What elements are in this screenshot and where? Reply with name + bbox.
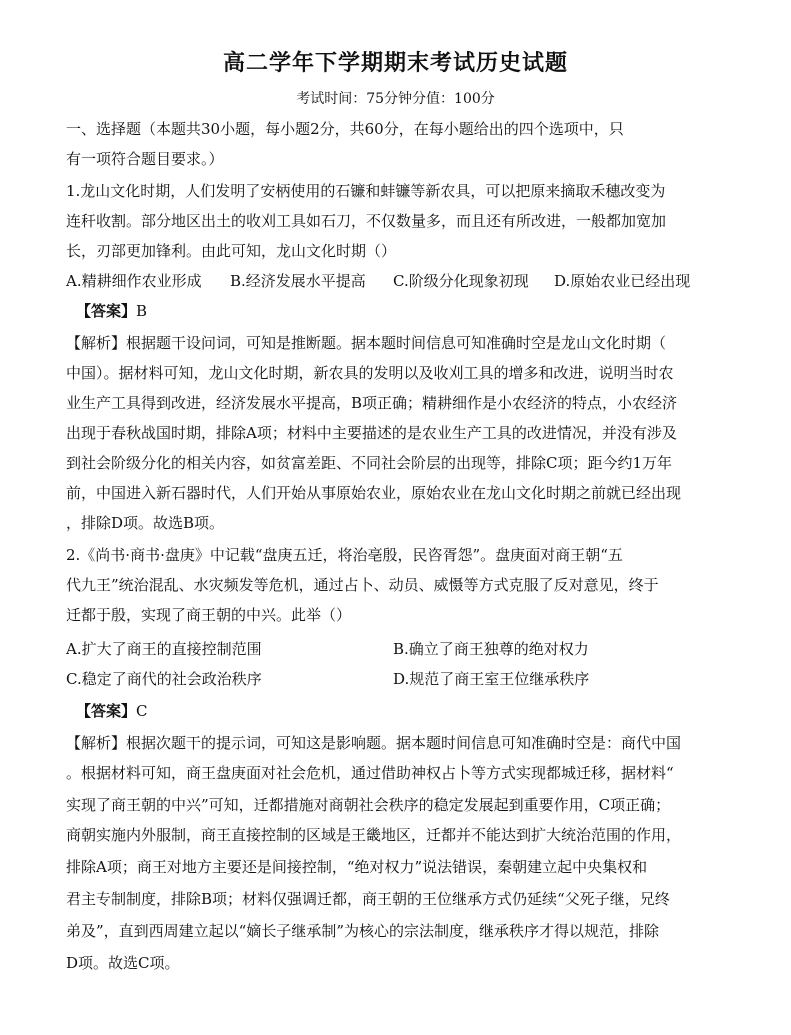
q2-option-b: B.确立了商王独尊的绝对权力 <box>393 640 589 658</box>
q1-option-b: B.经济发展水平提高 <box>230 272 366 290</box>
q1-analysis-line: 业生产工具得到改进，经济发展水平提高，B项正确；精耕细作是小农经济的特点，小农经济 <box>66 394 678 412</box>
question-2-line: 迁都于殷，实现了商王朝的中兴。此举（） <box>66 606 352 624</box>
q2-analysis-line: 。根据材料可知，商王盘庚面对社会危机，通过借助神权占卜等方式实现都城迁移，据材料“ <box>66 764 674 782</box>
q2-analysis-line: 弟及”，直到西周建立起以“嫡长子继承制”为核心的宗法制度，继承秩序才得以规范，排除 <box>66 922 660 940</box>
question-1-line: 1.龙山文化时期，人们发明了安柄使用的石镰和蚌镰等新农具，可以把原来摘取禾穗改变为 <box>66 182 666 200</box>
q2-analysis-line: D项。故选C项。 <box>66 954 180 972</box>
question-2-line: 2.《尚书·商书·盘庚》中记载“盘庚五迁，将治亳殷，民咨胥怨”。盘庚面对商王朝“五 <box>66 546 623 564</box>
section-heading-line: 一、选择题（本题共30小题，每小题2分，共60分，在每小题给出的四个选项中，只 <box>66 120 624 138</box>
q1-answer <box>76 301 736 321</box>
answer-value: B <box>136 302 148 320</box>
q2-analysis-line: 排除A项；商王对地方主要还是间接控制，“绝对权力”说法错误，秦朝建立起中央集权和 <box>66 858 648 876</box>
answer-label: 【答案】 <box>76 702 137 720</box>
q1-analysis-line: 中国）。据材料可知，龙山文化时期，新农具的发明以及收刈工具的增多和改进，说明当时农 <box>66 364 674 382</box>
q2-option-c: C.稳定了商代的社会政治秩序 <box>66 670 262 688</box>
q2-analysis-line: 【解析】根据次题干的提示词，可知这是影响题。据本题时间信息可知准确时空是：商代中国 <box>66 734 682 752</box>
exam-info: 考试时间：75分钟分值：100分 <box>296 91 495 107</box>
q2-option-a: A.扩大了商王的直接控制范围 <box>66 640 262 658</box>
q1-analysis-line: ，排除D项。故选B项。 <box>66 514 225 532</box>
q2-analysis-line: 商朝实施内外服制，商王直接控制的区域是王畿地区，迁都并不能达到扩大统治范围的作用， <box>66 826 682 844</box>
question-1-line: 长，刃部更加锋利。由此可知，龙山文化时期（） <box>66 242 397 260</box>
q1-option-a: A.精耕细作农业形成 <box>66 272 202 290</box>
q1-analysis-line: 前，中国进入新石器时代，人们开始从事原始农业，原始农业在龙山文化时期之前就已经出现 <box>66 484 682 502</box>
q2-answer <box>76 701 736 721</box>
question-2-line: 代九王”统治混乱、水灾频发等危机，通过占卜、动员、威慑等方式克服了反对意见，终于 <box>66 576 659 594</box>
question-1-line: 连秆收割。部分地区出土的收刈工具如石刀，不仅数量多，而且还有所改进，一般都加宽加 <box>66 212 667 230</box>
q2-analysis-line: 君主专制制度，排除B项；材料仅强调迁都，商王朝的王位继承方式仍延续“父死子继，兄终 <box>66 890 670 908</box>
q1-option-c: C.阶级分化现象初现 <box>393 272 529 290</box>
answer-label: 【答案】 <box>76 302 137 320</box>
q1-option-d: D.原始农业已经出现 <box>554 272 691 290</box>
q1-analysis-line: 出现于春秋战国时期，排除A项；材料中主要描述的是农业生产工具的改进情况，并没有涉及 <box>66 424 677 442</box>
q2-analysis-line: 实现了商王朝的中兴”可知，迁都措施对商朝社会秩序的稳定发展起到重要作用，C项正确； <box>66 796 671 814</box>
q1-analysis-line: 【解析】根据题干设问词，可知是推断题。据本题时间信息可知准确时空是龙山文化时期（ <box>66 334 667 352</box>
q1-analysis-line: 到社会阶级分化的相关内容，如贫富差距、不同社会阶层的出现等，排除C项；距今约1万年 <box>66 454 673 472</box>
answer-value: C <box>136 702 148 720</box>
q2-option-d: D.规范了商王室王位继承秩序 <box>393 670 590 688</box>
section-heading-line: 有一项符合题目要求。） <box>66 150 224 168</box>
page-title: 高二学年下学期期末考试历史试题 <box>222 51 568 76</box>
